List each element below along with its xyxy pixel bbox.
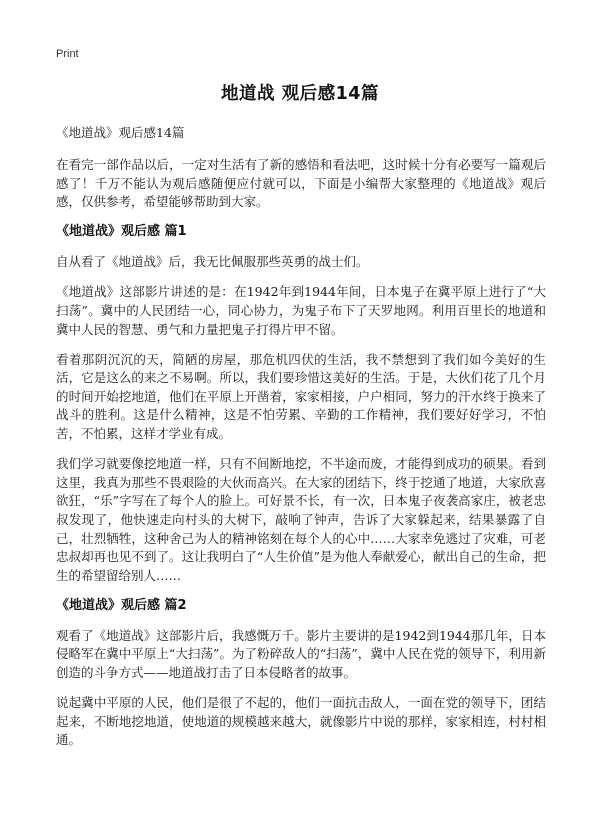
- print-link[interactable]: Print: [56, 48, 79, 60]
- section-2-paragraph: 观看了《地道战》这部影片后，我感慨万千。影片主要讲的是1942到1944那几年，日本侵略军在冀中平原上“大扫荡”。为了粉碎敌人的“扫荡”，冀中人民在党的领导下，利用新创造的斗争方式——地道战打击了日本侵略者的故事。: [56, 627, 546, 680]
- section-1-paragraph: 自从看了《地道战》后，我无比佩服那些英勇的战士们。: [56, 254, 369, 270]
- page-title: 地道战 观后感14篇: [221, 84, 379, 104]
- intro-paragraph: 在看完一部作品以后，一定对生活有了新的感悟和看法吧，这时候十分有必要写一篇观后感了！千万不能认为观后感随便应付就可以，下面是小编帮大家整理的《地道战》观后感，仅供参考，希望能够帮助到大家。: [56, 157, 546, 210]
- article-body: [56, 124, 546, 761]
- section-heading-1: 《地道战》观后感 篇1: [56, 224, 187, 240]
- section-1-paragraph: 《地道战》这部影片讲述的是：在1942年到1944年间，日本鬼子在冀平原上进行了“大扫荡”。冀中的人民团结一心，同心协力，为鬼子布下了天罗地网。利用百里长的地道和冀中人民的智慧、勇气和力量把鬼子打得片甲不留。: [56, 284, 546, 337]
- section-1-paragraph: 看着那阴沉沉的天，简陋的房屋，那危机四伏的生活，我不禁想到了我们如今美好的生活，它是这么的来之不易啊。所以，我们要珍惜这美好的生活。于是，大伙们花了几个月的时间开始挖地道，他们在平原上开凿着，家家相接，户户相同，努力的汗水终于换来了战斗的胜利。这是什么精神，这是不怕劳累、辛勤的工作精神，我们要好好学习，不怕苦，不怕累，这样才学业有成。: [56, 351, 546, 442]
- section-heading-2: 《地道战》观后感 篇2: [56, 597, 187, 613]
- section-1-paragraph: 我们学习就要像挖地道一样，只有不间断地挖，不半途而废，才能得到成功的硕果。看到这里，我真为那些不畏艰险的大伙而高兴。在大家的团结下，终于挖通了地道，大家欣喜欲狂，“乐”字写在了每个人的脸上。可好景不长，有一次，日本鬼子夜袭高家庄，被老忠叔发现了，他快速走向村头的大树下，敲响了钟声，告诉了大家躲起来，结果暴露了自己，壮烈牺牲，这种舍己为人的精神铭刻在每个人的心中……大家幸免逃过了灾难，可老忠叔却再也见不到了。这让我明白了“人生价值”是为他人奉献爱心，献出自己的生命，把生的希望留给别人……: [56, 456, 546, 583]
- section-2-paragraph: 说起冀中平原的人民，他们是很了不起的，他们一面抗击敌人，一面在党的领导下，团结起来，不断地挖地道，使地道的规模越来越大，就像影片中说的那样，家家相连，村村相通。: [56, 695, 546, 748]
- article-subtitle: 《地道战》观后感14篇: [56, 125, 185, 140]
